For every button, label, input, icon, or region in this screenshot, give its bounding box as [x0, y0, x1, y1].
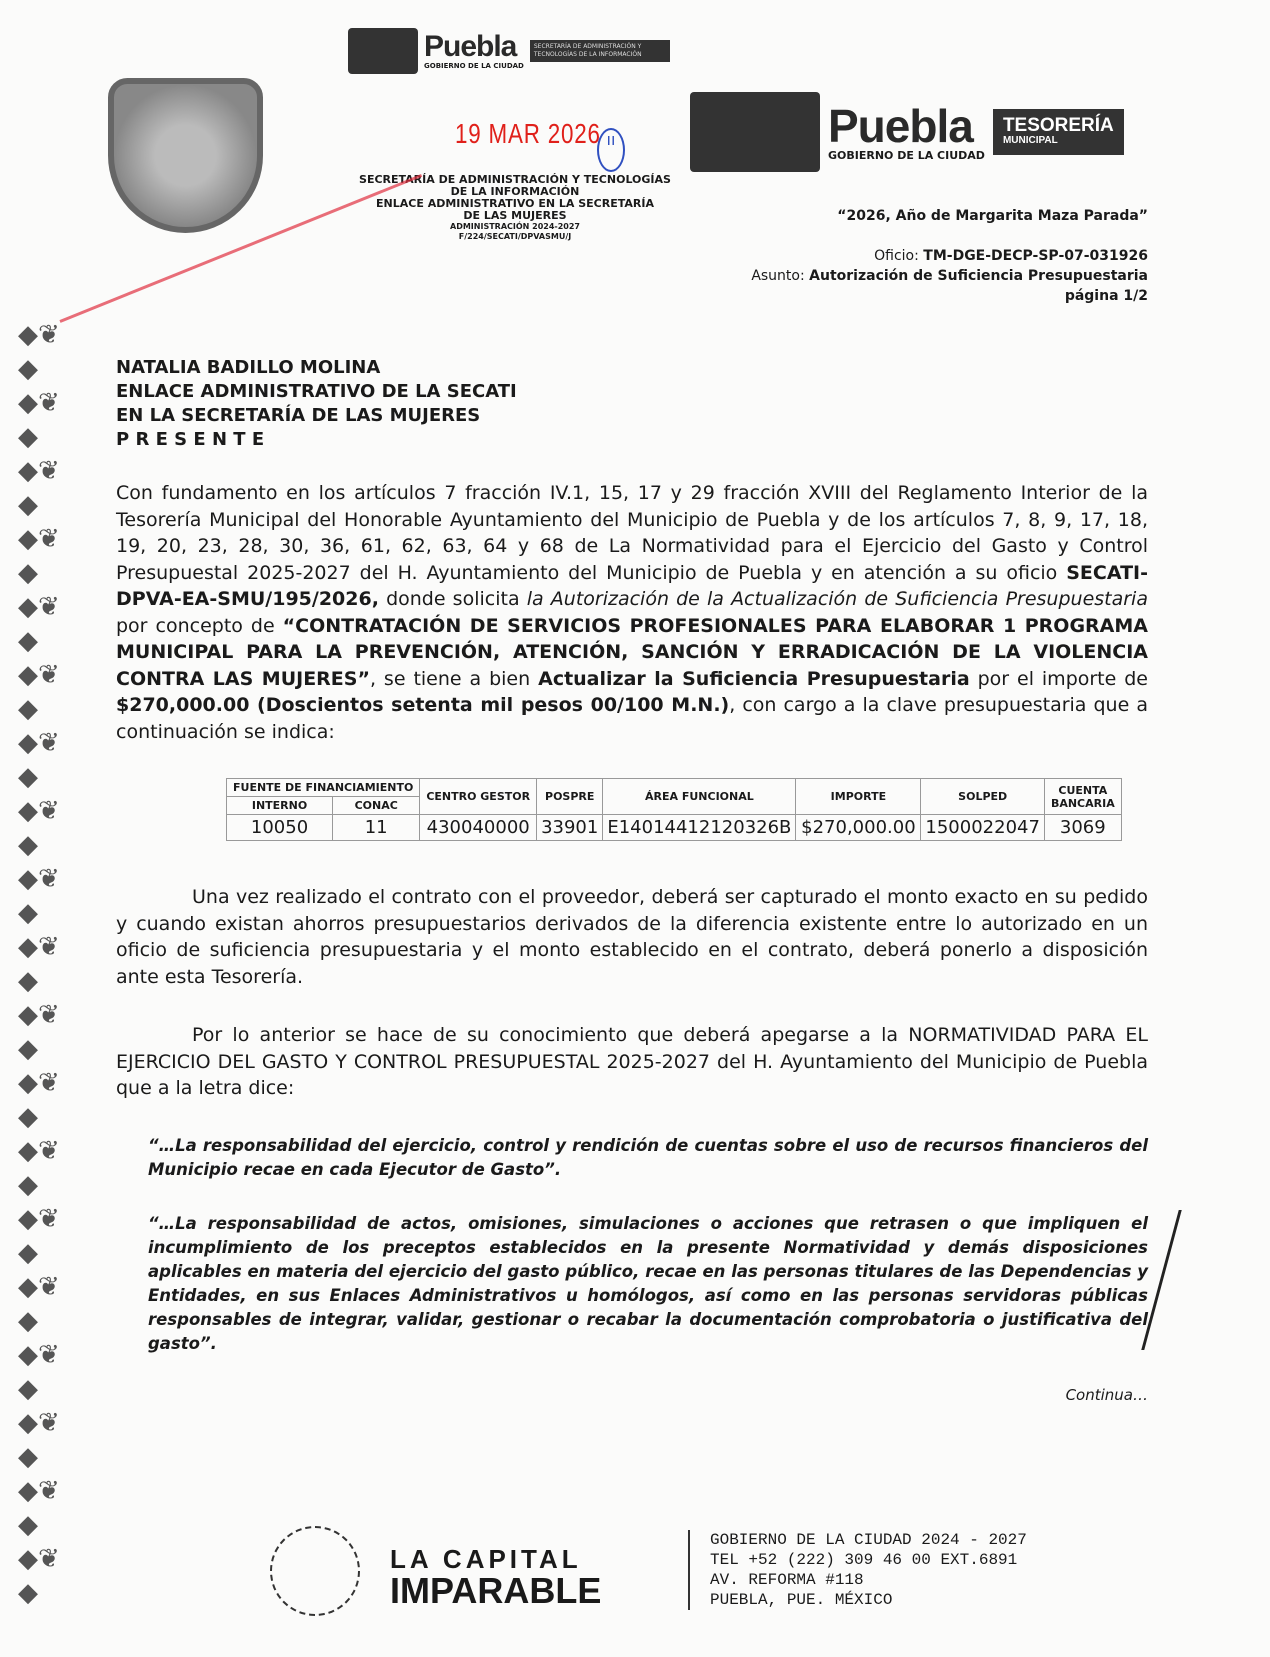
table-header: ÁREA FUNCIONAL	[603, 779, 796, 815]
capital-imparable-logo	[390, 1543, 602, 1611]
concept: “CONTRATACIÓN DE SERVICIOS PROFESIONALES PARA ELABORAR 1 PROGRAMA MUNICIPAL PARA LA PREVENCIÓN, ATENCIÓN, SANCIÓN Y ERRADICACIÓN DE LA VIOLENCIA CONTRA LAS MUJERES”	[116, 614, 1148, 690]
address-line: PUEBLA, PUE. MÉXICO	[710, 1591, 893, 1609]
table-header: CENTRO GESTOR	[420, 779, 537, 815]
text: Actualizar la Suficiencia Presupuestaria	[538, 667, 970, 690]
logo-name: Puebla	[424, 30, 517, 63]
paragraph-2: Una vez realizado el contrato con el proveedor, deberá ser capturado el monto exacto en su pedido y cuando existan ahorros presupuestarios derivados de la diferencia existente entre lo autorizado en un oficio de suficiencia presupuestaria y el monto establecido en el contrato, deberá ponerlo a disposición ante esta Tesorería.	[116, 886, 1148, 988]
secati-line: F/224/SECATI/DPVASMU/J	[458, 232, 572, 241]
continues-note: Continua…	[1065, 1386, 1148, 1404]
table-header: CONAC	[333, 797, 420, 815]
addressee-name: NATALIA BADILLO MOLINA	[116, 357, 381, 378]
secati-line: SECRETARÍA DE ADMINISTRACIÓN Y TECNOLOGÍAS	[359, 173, 671, 186]
table-group-header: FUENTE DE FINANCIAMIENTO	[227, 779, 420, 797]
handwritten-initial: ıı	[597, 128, 625, 172]
table-header: INTERNO	[227, 797, 333, 815]
slogan-line-1: LA CAPITAL	[390, 1544, 582, 1574]
request-oficio: SECATI-DPVA-EA-SMU/195/2026,	[116, 561, 1148, 610]
paragraph-3: Por lo anterior se hace de su conocimiento que deberá apegarse a la NORMATIVIDAD PARA EL EJERCICIO DEL GASTO Y CONTROL PRESUPUESTAL 2025-2027 del H. Ayuntamiento del Municipio de Puebla que a la letra dice:	[116, 1024, 1148, 1099]
table-header: POSPRE	[537, 779, 603, 815]
asunto-value: Autorización de Suficiencia Presupuestaria	[809, 268, 1148, 284]
logo-sub: GOBIERNO DE LA CIUDAD	[424, 62, 524, 70]
reference-block	[751, 246, 1148, 306]
slogan-line-2: IMPARABLE	[390, 1570, 602, 1611]
equality-certification-emblem	[270, 1526, 360, 1616]
tesoreria-sub: MUNICIPAL	[1002, 135, 1058, 146]
oficio-label: Oficio:	[874, 248, 919, 264]
tesoreria-title: TESORERÍA	[1002, 115, 1114, 136]
budget-key-table	[226, 778, 1122, 841]
table-header: SOLPED	[921, 779, 1045, 815]
secati-line: DE LA INFORMACIÓN	[450, 185, 580, 198]
cell: 33901	[537, 815, 603, 841]
cell: 1500022047	[921, 815, 1045, 841]
text: por concepto de	[116, 614, 283, 637]
address-line: GOBIERNO DE LA CIUDAD 2024 - 2027	[710, 1531, 1027, 1549]
paragraph-1	[116, 480, 1148, 745]
tesoreria-box	[993, 109, 1124, 155]
text: por el importe de	[969, 667, 1149, 690]
presente: P R E S E N T E	[116, 429, 265, 450]
logo-name: Puebla	[828, 99, 973, 152]
cell: 10050	[227, 815, 333, 841]
logo-sub: GOBIERNO DE LA CIUDAD	[828, 148, 985, 162]
year-motto: “2026, Año de Margarita Maza Parada”	[837, 208, 1148, 224]
page-number: página 1/2	[1064, 288, 1148, 304]
address-line: AV. REFORMA #118	[710, 1571, 864, 1589]
received-date-stamp: 19 MAR 2026	[455, 118, 601, 149]
addressee-block	[116, 356, 517, 452]
secati-line: DE LAS MUJERES	[463, 209, 567, 222]
asunto-label: Asunto:	[751, 268, 805, 284]
cell: E14014412120326B	[603, 815, 796, 841]
amount: $270,000.00 (Doscientos setenta mil pesos 00/100 M.N.)	[116, 694, 730, 716]
cell: 3069	[1044, 815, 1121, 841]
table-header: CUENTA BANCARIA	[1044, 779, 1121, 815]
city-logo-icon	[348, 28, 418, 74]
oficio-number: TM-DGE-DECP-SP-07-031926	[923, 248, 1148, 264]
addressee-dependency: EN LA SECRETARÍA DE LAS MUJERES	[116, 405, 481, 426]
secati-line: ADMINISTRACIÓN 2024-2027	[450, 222, 580, 231]
cell: $270,000.00	[796, 815, 921, 841]
quote-2: “…La responsabilidad de actos, omisiones, simulaciones o acciones que retrasen o que impliquen el incumplimiento de los preceptos establecidos en la presente Normatividad y demás disposiciones aplicables en materia del ejercicio del gasto público, recae en las personas titulares de las Dependencias y Entidades, en sus Enlaces Administrativos u homólogos, así como en las personas servidoras públicas responsables de integrar, validar, gestionar o recabar la documentación comprobatoria o justificativa del gasto”.	[148, 1214, 1148, 1353]
text: , con cargo a la clave presupuestaria que a continuación se indica:	[116, 694, 1148, 743]
text: , se tiene a bien	[369, 667, 539, 690]
text: la Autorización de la Actualización de Suficiencia Presupuestaria	[526, 588, 1148, 610]
cell: 11	[333, 815, 420, 841]
table-row	[227, 815, 1122, 841]
addressee-title: ENLACE ADMINISTRATIVO DE LA SECATI	[116, 381, 517, 402]
puebla-secati-logo	[348, 28, 670, 74]
decorative-border: ◆❦ ◆ ◆❦ ◆ ◆❦ ◆ ◆❦ ◆ ◆❦ ◆ ◆❦ ◆ ◆❦ ◆ ◆❦ ◆ ◆❦ ◆ ◆❦ ◆ ◆❦ ◆ ◆❦ ◆ ◆❦ ◆ ◆❦ ◆ ◆❦ ◆ ◆❦ ◆ ◆❦ ◆ ◆❦ ◆ ◆❦ ◆	[18, 320, 60, 1608]
address-line: TEL +52 (222) 309 46 00 EXT.6891	[710, 1551, 1018, 1569]
table-header: IMPORTE	[796, 779, 921, 815]
puebla-tesoreria-logo	[690, 92, 1124, 172]
text: Con fundamento en los artículos 7 fracción IV.1, 15, 17 y 29 fracción XVIII del Reglamento Interior de la Tesorería Municipal del Honorable Ayuntamiento del Municipio de Puebla y de los artículos 7, 8, 9, 17, 18, 19, 20, 23, 28, 30, 36, 61, 62, 63, 64 y 68 de La Normatividad para el Ejercicio del Gasto y Control Presupuestal 2025-2027 del H. Ayuntamiento del Municipio de Puebla y en atención a su oficio	[116, 482, 1148, 584]
city-logo-icon	[690, 92, 820, 172]
secati-line: ENLACE ADMINISTRATIVO EN LA SECRETARÍA	[376, 197, 654, 210]
municipal-seal	[108, 78, 263, 233]
quote-1: “…La responsabilidad del ejercicio, control y rendición de cuentas sobre el uso de recursos financieros del Municipio recae en cada Ejecutor de Gasto”.	[148, 1136, 1148, 1179]
footer-address	[688, 1530, 1027, 1610]
text: donde solicita	[378, 588, 527, 610]
cell: 430040000	[420, 815, 537, 841]
signature-mark	[1141, 1210, 1219, 1350]
logo-box: SECRETARÍA DE ADMINISTRACIÓN Y TECNOLOGÍAS DE LA INFORMACIÓN	[530, 40, 670, 62]
